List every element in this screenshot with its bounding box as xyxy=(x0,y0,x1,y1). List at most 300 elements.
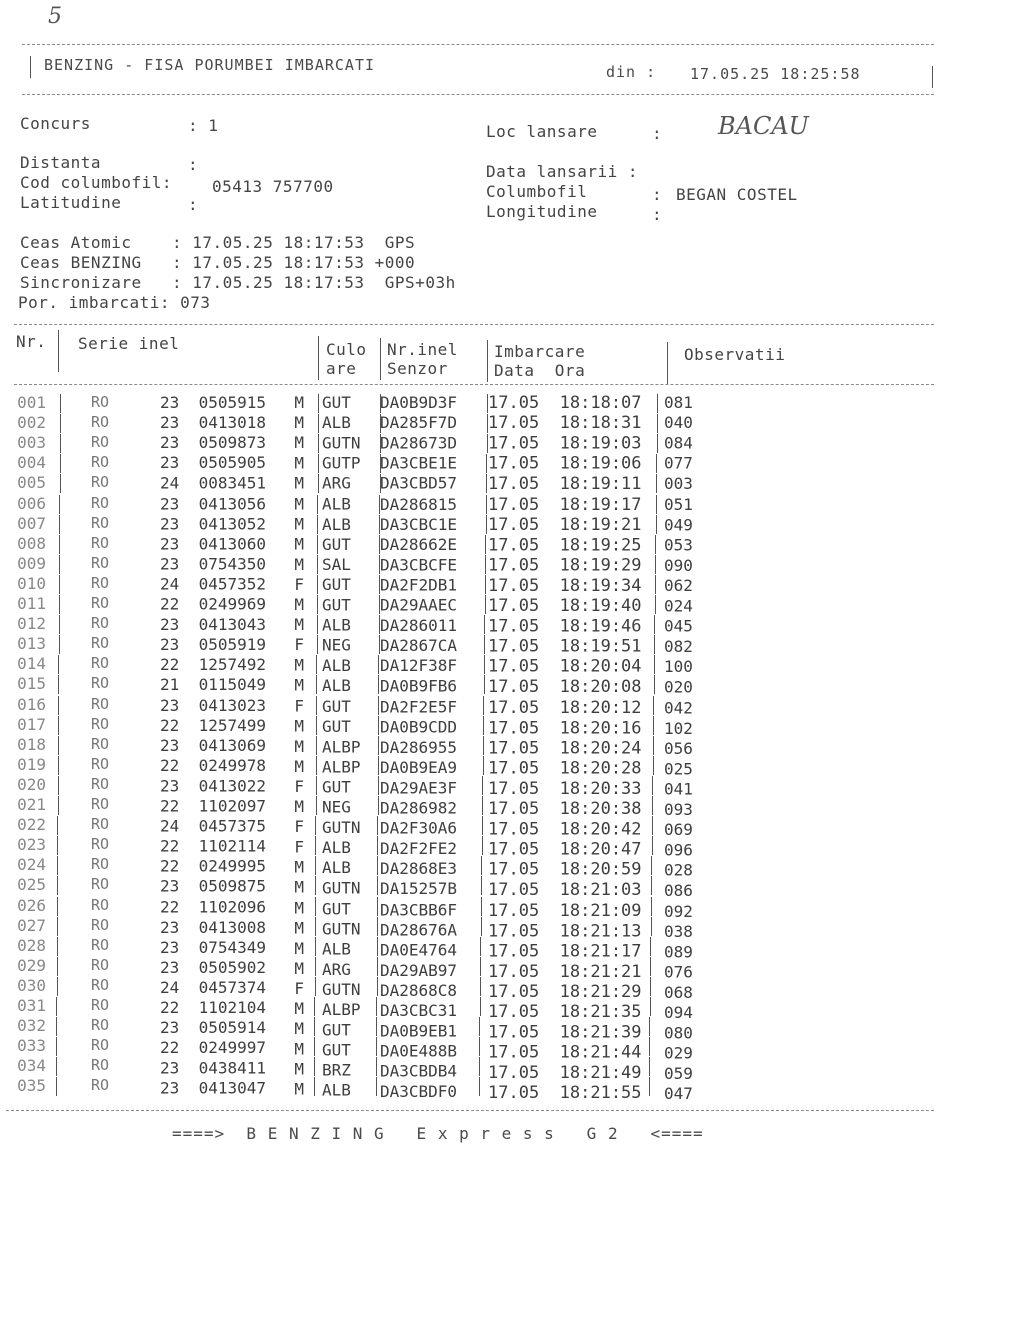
row-number: 010 xyxy=(17,573,46,593)
row-sep-a xyxy=(56,1017,57,1036)
row-sep-b xyxy=(315,876,316,895)
boarding-datetime: 17.05 18:21:39 xyxy=(488,1022,642,1043)
sensor-id: DA3CBDF0 xyxy=(380,1082,458,1102)
sensor-id: DA286982 xyxy=(380,798,458,818)
column-header-serie-inel: Serie inel xyxy=(78,334,180,353)
boarding-datetime: 17.05 18:18:31 xyxy=(488,413,642,434)
country-code: RO xyxy=(90,1016,110,1035)
table-row xyxy=(0,1056,1024,1084)
color: GUT xyxy=(322,393,351,412)
column-header-imbarcare-2: Data Ora xyxy=(494,361,586,380)
boarding-datetime: 17.05 18:19:51 xyxy=(488,636,642,657)
row-sep-b xyxy=(314,1057,315,1076)
table-row xyxy=(0,996,1024,1023)
row-sep-d xyxy=(486,454,487,473)
color: GUT xyxy=(322,534,351,554)
sensor-id: DA29AAEC xyxy=(380,595,458,615)
boarding-datetime: 17.05 18:19:03 xyxy=(488,433,642,454)
ring-number: 23 0413069 xyxy=(160,735,266,755)
row-sep-c xyxy=(379,495,380,514)
row-sep-d xyxy=(486,515,487,534)
row-sep-e xyxy=(656,495,657,514)
row-sep-e xyxy=(654,655,655,674)
row-sep-b xyxy=(317,555,318,574)
row-sep-b xyxy=(314,1077,315,1096)
row-sep-d xyxy=(487,414,488,433)
observation: 047 xyxy=(664,1084,693,1104)
country-code: RO xyxy=(90,614,110,633)
observation: 051 xyxy=(664,494,693,514)
ring-number: 23 0413056 xyxy=(160,493,266,513)
boarding-datetime: 17.05 18:19:25 xyxy=(488,535,642,556)
row-sep-a xyxy=(58,736,59,755)
sex: M xyxy=(294,999,304,1019)
country-code: RO xyxy=(90,533,110,552)
country-code: RO xyxy=(90,875,110,894)
ring-number: 24 0457374 xyxy=(160,977,266,997)
color: ALB xyxy=(322,939,351,959)
ring-number: 23 0413008 xyxy=(160,917,266,937)
ring-number: 23 0413018 xyxy=(160,413,266,433)
row-sep-a xyxy=(59,515,60,534)
row-sep-d xyxy=(484,675,485,694)
row-number: 005 xyxy=(17,473,46,493)
row-sep-c xyxy=(380,394,381,413)
sensor-id: DA29AE3F xyxy=(380,778,458,798)
row-number: 032 xyxy=(17,1016,46,1036)
observation: 094 xyxy=(664,1003,693,1023)
row-sep-d xyxy=(482,816,483,835)
country-code: RO xyxy=(90,734,110,753)
sex: F xyxy=(294,696,304,716)
report-din-label: din : xyxy=(606,63,657,81)
table-header-rule xyxy=(14,384,934,385)
country-code: RO xyxy=(90,694,110,713)
observation: 100 xyxy=(664,657,693,677)
sex: F xyxy=(294,837,304,857)
country-code: RO xyxy=(90,935,110,954)
row-sep-a xyxy=(60,414,61,433)
table-row xyxy=(0,433,1024,453)
row-sep-a xyxy=(59,575,60,594)
row-sep-d xyxy=(483,696,484,715)
sensor-id: DA12F38F xyxy=(380,656,458,676)
sensor-id: DA2867CA xyxy=(380,636,458,656)
row-sep-c xyxy=(380,414,381,433)
row-number: 024 xyxy=(17,855,46,875)
header-sep-1 xyxy=(58,330,59,372)
header-sep-5 xyxy=(667,342,668,384)
row-sep-c xyxy=(380,454,381,473)
sex: M xyxy=(294,433,304,453)
row-number: 025 xyxy=(17,875,46,895)
boarding-datetime: 17.05 18:21:44 xyxy=(488,1042,642,1063)
country-code: RO xyxy=(90,754,110,773)
table-row xyxy=(0,975,1024,1002)
row-sep-b xyxy=(317,615,318,634)
row-sep-d xyxy=(482,836,483,855)
row-sep-b xyxy=(315,816,316,835)
table-row xyxy=(0,1036,1024,1063)
data-lansarii-label: Data lansarii : xyxy=(486,162,638,181)
observation: 102 xyxy=(664,718,693,738)
row-number: 029 xyxy=(17,955,46,975)
observation: 059 xyxy=(664,1064,693,1084)
sensor-id: DA0B9EA9 xyxy=(380,757,458,777)
sensor-id: DA286955 xyxy=(380,737,458,757)
row-sep-d xyxy=(484,655,485,674)
cod-columbofil-label: Cod columbofil: xyxy=(20,173,172,192)
sensor-id: DA3CBE1E xyxy=(380,453,458,473)
distanta-sep: : xyxy=(188,155,199,174)
sensor-id: DA286011 xyxy=(380,615,458,635)
table-bottom-rule xyxy=(6,1110,934,1111)
country-code: RO xyxy=(90,835,110,854)
concurs-value: : 1 xyxy=(188,116,219,135)
observation: 077 xyxy=(664,454,693,474)
color: GUT xyxy=(322,898,351,918)
boarding-datetime: 17.05 18:20:47 xyxy=(488,839,642,860)
color: SAL xyxy=(322,554,351,574)
color: GUTN xyxy=(322,979,361,999)
row-sep-a xyxy=(59,615,60,634)
row-number: 031 xyxy=(17,996,46,1015)
row-sep-e xyxy=(653,696,654,715)
row-sep-d xyxy=(480,937,481,956)
observation: 042 xyxy=(664,698,693,718)
row-sep-a xyxy=(59,635,60,654)
sensor-id: DA15257B xyxy=(380,879,458,899)
row-sep-d xyxy=(482,796,483,815)
row-number: 013 xyxy=(17,634,46,654)
row-sep-b xyxy=(317,535,318,554)
country-code: RO xyxy=(90,413,110,432)
sex: F xyxy=(294,776,304,796)
longitudine-label: Longitudine xyxy=(486,202,598,221)
sex: M xyxy=(294,453,304,473)
sex: M xyxy=(294,494,304,514)
sex: M xyxy=(294,756,304,776)
row-sep-d xyxy=(479,1077,480,1096)
sex: M xyxy=(294,898,304,918)
sensor-id: DA285F7D xyxy=(380,413,458,433)
country-code: RO xyxy=(90,1076,110,1095)
row-number: 017 xyxy=(17,714,46,734)
sensor-id: DA2868C8 xyxy=(380,980,458,1000)
row-sep-e xyxy=(649,1077,650,1096)
country-code: RO xyxy=(90,714,110,733)
row-number: 022 xyxy=(17,815,46,835)
country-code: RO xyxy=(90,473,110,492)
color: ARG xyxy=(322,473,351,493)
color: GUT xyxy=(322,575,351,595)
boarding-datetime: 17.05 18:21:17 xyxy=(488,941,642,962)
color: GUTN xyxy=(322,433,361,453)
boarding-datetime: 17.05 18:21:49 xyxy=(488,1063,642,1084)
row-sep-b xyxy=(317,575,318,594)
row-sep-c xyxy=(376,1077,377,1096)
ring-number: 22 0249978 xyxy=(160,756,266,776)
boarding-datetime: 17.05 18:20:33 xyxy=(488,778,642,799)
row-sep-e xyxy=(650,937,651,956)
table-row xyxy=(0,1076,1024,1104)
ring-number: 24 0457375 xyxy=(160,816,266,836)
observation: 096 xyxy=(664,840,693,860)
sex: F xyxy=(294,817,304,837)
table-row xyxy=(0,594,1024,617)
table-row xyxy=(0,473,1024,493)
row-sep-d xyxy=(485,535,486,554)
sensor-id: DA286815 xyxy=(380,494,458,514)
sex: M xyxy=(294,655,304,675)
ring-number: 23 0754349 xyxy=(160,937,266,957)
row-sep-d xyxy=(483,756,484,775)
row-sep-e xyxy=(655,555,656,574)
row-sep-e xyxy=(653,756,654,775)
row-number: 018 xyxy=(17,734,46,754)
sex: F xyxy=(294,574,304,594)
row-number: 009 xyxy=(17,553,46,573)
boarding-datetime: 17.05 18:20:16 xyxy=(488,717,642,738)
ceas-atomic-line: Ceas Atomic : 17.05.25 18:17:53 GPS xyxy=(20,233,416,252)
observation: 082 xyxy=(664,637,693,657)
ring-number: 22 1257492 xyxy=(160,655,266,675)
ring-number: 24 0457352 xyxy=(160,574,266,594)
row-sep-c xyxy=(376,1057,377,1076)
observation: 024 xyxy=(664,596,693,616)
row-sep-c xyxy=(378,675,379,694)
row-sep-b xyxy=(316,655,317,674)
header-bottom-rule xyxy=(22,94,934,95)
ring-number: 23 0413043 xyxy=(160,614,266,634)
row-sep-e xyxy=(657,414,658,433)
color: ALBP xyxy=(322,757,361,777)
observation: 053 xyxy=(664,535,693,555)
observation: 003 xyxy=(664,474,693,494)
column-header-imbarcare-1: Imbarcare xyxy=(494,342,586,361)
color: ALB xyxy=(322,413,351,433)
header-left-border xyxy=(30,56,31,78)
sex: M xyxy=(294,958,304,978)
table-row xyxy=(0,554,1024,574)
row-sep-a xyxy=(56,1057,57,1076)
sensor-id: DA0B9FB6 xyxy=(380,676,458,696)
table-row xyxy=(0,654,1024,677)
observation: 069 xyxy=(664,820,693,840)
row-sep-b xyxy=(318,474,319,493)
sensor-id: DA3CBDB4 xyxy=(380,1061,458,1081)
header-top-rule xyxy=(22,44,934,45)
row-sep-e xyxy=(654,675,655,694)
row-sep-c xyxy=(378,696,379,715)
row-sep-a xyxy=(60,454,61,473)
table-row xyxy=(0,915,1024,941)
row-sep-a xyxy=(58,716,59,735)
row-number: 006 xyxy=(17,493,46,513)
column-header-nr: Nr. xyxy=(16,332,47,351)
sensor-id: DA0B9EB1 xyxy=(380,1021,458,1041)
sensor-id: DA28662E xyxy=(380,534,458,554)
concurs-label: Concurs xyxy=(20,114,91,133)
sensor-id: DA3CBD57 xyxy=(380,474,458,494)
observation: 081 xyxy=(664,393,693,412)
row-sep-d xyxy=(480,997,481,1016)
color: ALB xyxy=(322,615,351,635)
table-row xyxy=(0,694,1024,718)
color: GUT xyxy=(322,777,351,797)
report-title: BENZING - FISA PORUMBEI IMBARCATI xyxy=(44,56,376,74)
observation: 041 xyxy=(664,779,693,799)
ring-number: 22 1102114 xyxy=(160,836,266,856)
table-row xyxy=(0,754,1024,779)
color: ALB xyxy=(322,1081,351,1101)
sensor-id: DA0B9CDD xyxy=(380,717,458,737)
table-row xyxy=(0,514,1024,534)
loc-lansare-handwritten: BACAU xyxy=(718,112,809,140)
row-sep-e xyxy=(651,897,652,916)
row-sep-a xyxy=(57,816,58,835)
observation: 080 xyxy=(664,1023,693,1043)
ring-number: 22 0249995 xyxy=(160,856,266,876)
sex: M xyxy=(294,1019,304,1039)
row-sep-b xyxy=(315,977,316,996)
color: GUT xyxy=(322,595,351,615)
row-sep-a xyxy=(57,917,58,936)
row-sep-c xyxy=(380,474,381,493)
row-sep-b xyxy=(317,635,318,654)
country-code: RO xyxy=(90,795,110,813)
row-sep-b xyxy=(315,957,316,976)
row-sep-a xyxy=(58,756,59,775)
row-sep-e xyxy=(649,1037,650,1056)
boarding-datetime: 17.05 18:21:13 xyxy=(488,920,642,941)
row-sep-b xyxy=(316,716,317,735)
row-sep-a xyxy=(60,474,61,493)
boarding-datetime: 17.05 18:19:17 xyxy=(488,494,642,515)
observation: 093 xyxy=(664,799,693,819)
sex: M xyxy=(294,1079,304,1099)
row-sep-e xyxy=(652,836,653,855)
row-sep-a xyxy=(58,655,59,674)
row-sep-b xyxy=(318,394,319,413)
porumbei-imbarcati-line: Por. imbarcati: 073 xyxy=(18,293,211,312)
row-sep-e xyxy=(657,434,658,453)
color: ALB xyxy=(322,656,351,676)
ring-number: 23 0505915 xyxy=(160,393,266,412)
cod-columbofil-value: 05413 757700 xyxy=(212,177,334,196)
table-row xyxy=(0,774,1024,799)
row-sep-a xyxy=(57,977,58,996)
ring-number: 23 0413052 xyxy=(160,514,266,534)
row-sep-e xyxy=(654,615,655,634)
color: ALBP xyxy=(322,737,361,757)
color: GUTN xyxy=(322,878,361,898)
row-sep-a xyxy=(57,876,58,895)
row-sep-b xyxy=(316,736,317,755)
row-sep-c xyxy=(377,977,378,996)
table-row xyxy=(0,1016,1024,1043)
row-number: 021 xyxy=(17,795,46,814)
boarding-datetime: 17.05 18:20:08 xyxy=(488,677,642,698)
row-sep-b xyxy=(318,414,319,433)
sex: M xyxy=(294,1059,304,1079)
latitudine-sep: : xyxy=(188,195,199,214)
row-sep-a xyxy=(57,897,58,916)
sex: F xyxy=(294,635,304,655)
row-number: 004 xyxy=(17,453,46,473)
row-number: 028 xyxy=(17,935,46,955)
row-sep-d xyxy=(479,1057,480,1076)
row-sep-c xyxy=(377,836,378,855)
table-row xyxy=(0,453,1024,473)
color: ARG xyxy=(322,959,351,979)
row-sep-d xyxy=(484,635,485,654)
table-row xyxy=(0,634,1024,657)
row-sep-d xyxy=(485,575,486,594)
observation: 086 xyxy=(664,881,693,901)
row-sep-b xyxy=(317,595,318,614)
row-sep-d xyxy=(481,897,482,916)
country-code: RO xyxy=(90,634,110,653)
loc-lansare-sep: : xyxy=(652,124,663,143)
row-sep-a xyxy=(60,434,61,453)
row-sep-c xyxy=(377,816,378,835)
observation: 045 xyxy=(664,616,693,636)
boarding-datetime: 17.05 18:18:07 xyxy=(488,393,642,413)
row-sep-e xyxy=(649,1057,650,1076)
row-number: 033 xyxy=(17,1036,46,1056)
sensor-id: DA2F2E5F xyxy=(380,697,458,717)
table-row xyxy=(0,413,1024,433)
row-sep-a xyxy=(60,394,61,413)
row-sep-c xyxy=(377,937,378,956)
row-sep-c xyxy=(377,876,378,895)
table-row xyxy=(0,534,1024,554)
row-sep-c xyxy=(379,515,380,534)
table-row xyxy=(0,935,1024,962)
row-number: 026 xyxy=(17,895,46,915)
country-code: RO xyxy=(90,433,110,452)
row-sep-a xyxy=(58,675,59,694)
observation: 084 xyxy=(664,433,693,453)
ring-number: 23 0509873 xyxy=(160,433,266,453)
table-row xyxy=(0,674,1024,698)
boarding-datetime: 17.05 18:20:24 xyxy=(488,738,642,759)
header-sep-3 xyxy=(380,338,381,380)
table-row xyxy=(0,734,1024,759)
row-sep-a xyxy=(57,937,58,956)
row-number: 020 xyxy=(17,774,46,794)
table-row xyxy=(0,393,1024,413)
color: ALB xyxy=(322,676,351,696)
table-row xyxy=(0,955,1024,982)
sex: M xyxy=(294,797,304,817)
row-sep-d xyxy=(487,434,488,453)
boarding-datetime: 17.05 18:20:12 xyxy=(488,697,642,718)
row-sep-c xyxy=(377,897,378,916)
observation: 020 xyxy=(664,677,693,697)
sensor-id: DA3CBB6F xyxy=(380,899,458,919)
row-number: 019 xyxy=(17,754,46,774)
boarding-datetime: 17.05 18:21:21 xyxy=(488,961,642,982)
row-number: 034 xyxy=(17,1056,46,1076)
sex: M xyxy=(294,514,304,534)
row-sep-e xyxy=(656,474,657,493)
row-number: 023 xyxy=(17,835,46,855)
sex: M xyxy=(294,675,304,695)
country-code: RO xyxy=(90,1036,110,1055)
observation: 089 xyxy=(664,942,693,962)
